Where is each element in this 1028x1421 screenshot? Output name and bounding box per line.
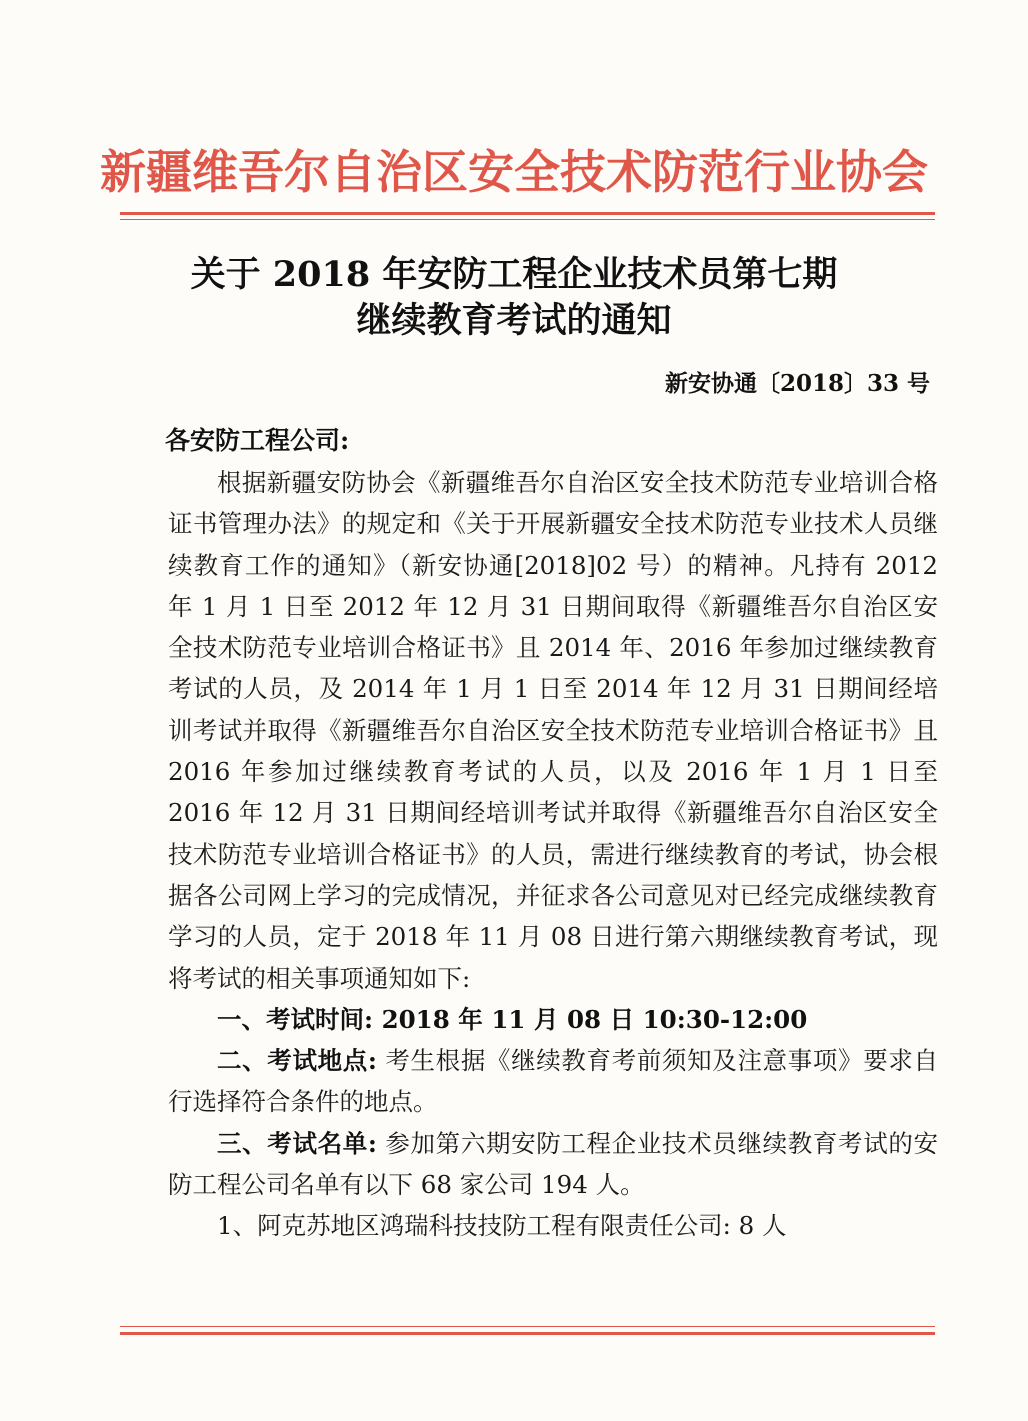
header-rule-thin — [120, 219, 935, 220]
header-rule-thick — [120, 212, 935, 215]
document-number: 新安协通〔2018〕33 号 — [664, 370, 930, 397]
list-item: 1、阿克苏地区鸿瑞科技技防工程有限责任公司: 8 人 — [217, 1211, 787, 1241]
section-text: 考生根据《继续教育考前须知及注意事项》要求自行选择符合条件的地点。 — [168, 1046, 938, 1117]
section-heading: 三、考试名单: — [217, 1128, 377, 1158]
section-exam-list — [168, 1123, 938, 1206]
section-text: 2018 年 11 月 08 日 10:30-12:00 — [373, 1004, 808, 1034]
document-title-line-2: 继续教育考试的通知 — [356, 300, 672, 341]
section-exam-location — [168, 1040, 938, 1123]
document-body — [168, 462, 938, 1247]
footer-rule-thick — [120, 1332, 935, 1335]
footer-rule-thin — [120, 1326, 935, 1327]
section-exam-time — [168, 999, 938, 1040]
intro-paragraph: 根据新疆安防协会《新疆维吾尔自治区安全技术防范专业培训合格证书管理办法》的规定和《关于开展新疆安全技术防范专业技术人员继续教育工作的通知》（新安协通[2018]02 号）的精神。凡持有 2012 年 1 月 1 日至 2012 年 12 月 31 日期间取得《新疆维吾尔自治区安全技术防范专业培训合格证书》且 2014 年、2016 年参加过继续教育考试的人员，及 2014 年 1 月 1 日至 2014 年 12 月 31 日期间经培训考试并取得《新疆维吾尔自治区安全技术防范专业培训合格证书》且 2016 年参加过继续教育考试的人员，以及 2016 年 1 月 1 日至 2016 年 12 月 31 日期间经培训考试并取得《新疆维吾尔自治区安全技术防范专业培训合格证书》的人员，需进行继续教育的考试，协会根据各公司网上学习的完成情况，并征求各公司意见对已经完成继续教育学习的人员，定于 2018 年 11 月 08 日进行第六期继续教育考试，现将考试的相关事项通知如下: — [168, 468, 938, 993]
document-title-line-1: 关于 2018 年安防工程企业技术员第七期 — [190, 254, 838, 295]
section-heading: 一、考试时间: — [217, 1004, 374, 1034]
salutation: 各安防工程公司: — [165, 426, 350, 455]
section-heading: 二、考试地点: — [217, 1046, 377, 1076]
section-text: 参加第六期安防工程企业技术员继续教育考试的安防工程公司名单有以下 68 家公司 194 人。 — [168, 1128, 938, 1200]
organization-header: 新疆维吾尔自治区安全技术防范行业协会 — [100, 145, 928, 199]
